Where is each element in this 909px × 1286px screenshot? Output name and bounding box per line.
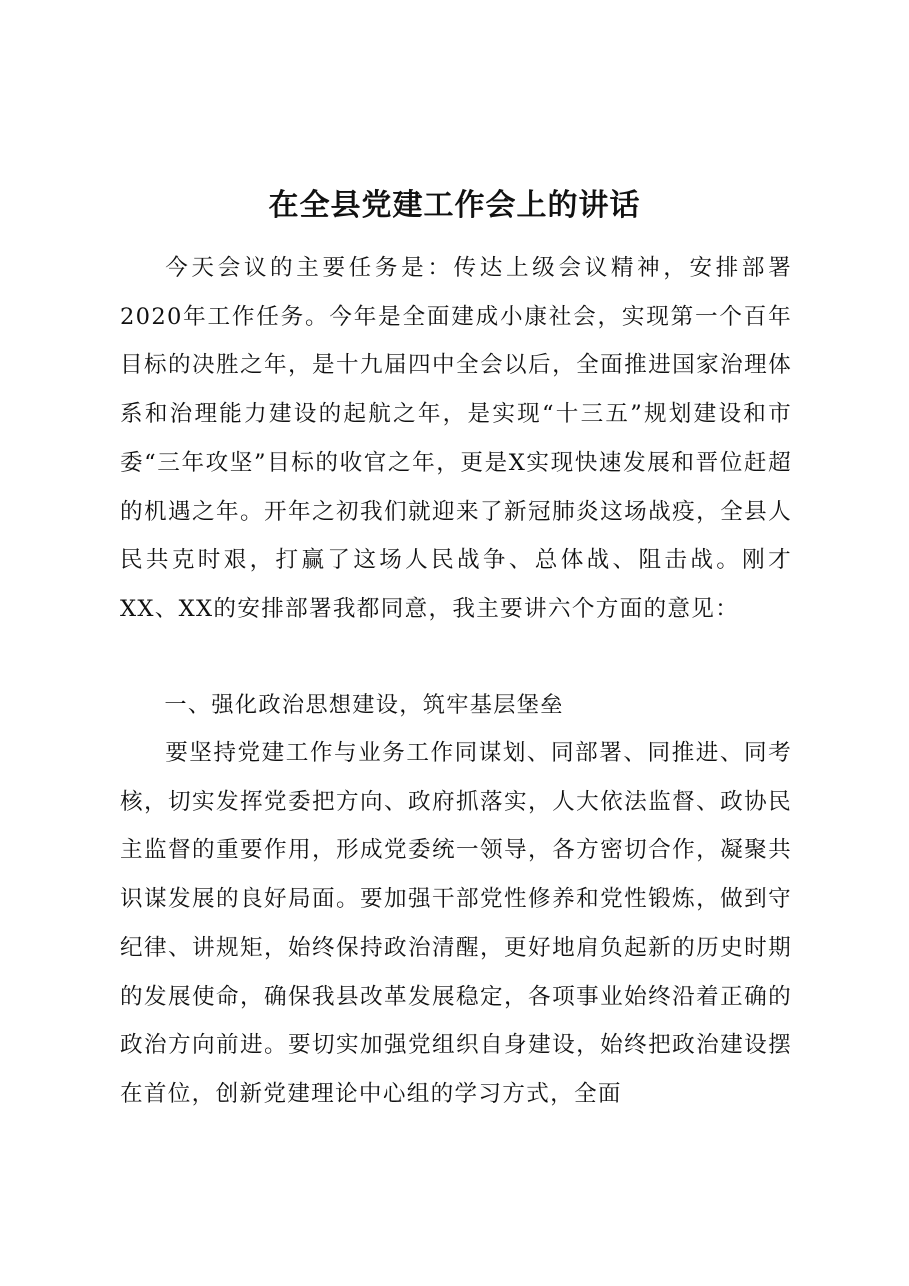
page-title: 在全县党建工作会上的讲话 (268, 188, 641, 224)
section-paragraph: 要坚持党建工作与业务工作同谋划、同部署、同推进、同考核，切实发挥党委把方向、政府抓落实，人大依法监督、政协民主监督的重要作用，形成党委统一领导，各方密切合作，凝聚共识谋发展的良好局面。要加强干部党性修养和党性锻炼，做到守纪律、讲规矩，始终保持政治清醒，更好地肩负起新的历史时期的发展使命，确保我县改革发展稳定，各项事业始终沿着正确的政治方向前进。要切实加强党组织自身建设，始终把政治建设摆在首位，创新党建理论中心组的学习方式，全面 (120, 740, 792, 1107)
intro-paragraph: 今天会议的主要任务是：传达上级会议精神，安排部署2020年工作任务。今年是全面建成小康社会，实现第一个百年目标的决胜之年，是十九届四中全会以后，全面推进国家治理体系和治理能力建设的起航之年，是实现“十三五”规划建设和市委“三年攻坚”目标的收官之年，更是X实现快速发展和晋位赶超的机遇之年。开年之初我们就迎来了新冠肺炎这场战疫，全县人民共克时艰，打赢了这场人民战争、总体战、阻击战。刚才XX、XX的安排部署我都同意，我主要讲六个方面的意见： (120, 255, 792, 622)
section-heading: 一、强化政治思想建设，筑牢基层堡垒 (164, 692, 564, 718)
